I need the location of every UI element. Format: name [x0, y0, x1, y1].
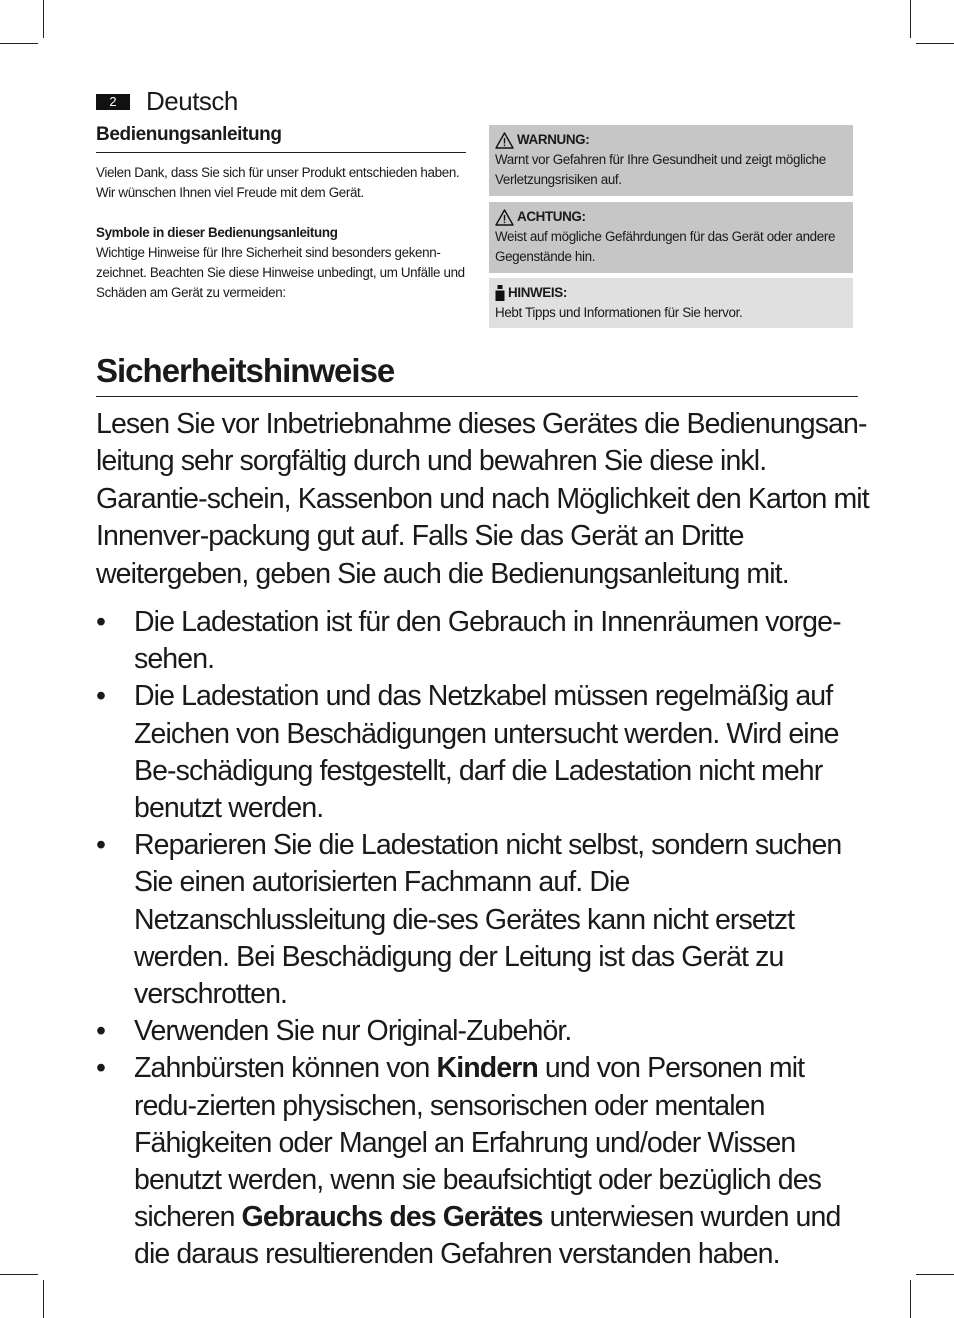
bullet: • [96, 680, 106, 713]
bullet: • [96, 1052, 106, 1085]
text-run: Zahnbürsten können von [134, 1052, 437, 1085]
list-item-text: Die Ladestation und das Netzkabel müssen regelmäßig auf Zeichen von Beschädigungen untersucht werden. Wird eine Be-schädigung festgestellt, darf die Ladestation nicht mehr benutzt werden. [134, 680, 839, 825]
section-title: Sicherheitshinweise [96, 352, 858, 397]
safety-list [96, 604, 871, 1274]
caution-text: Weist auf mögliche Gefährdungen für das Gerät oder andere Gegenstände hin. [495, 229, 836, 264]
manual-heading: Bedienungsanleitung [96, 124, 466, 153]
warning-text: Warnt vor Gefahren für Ihre Gesundheit und zeigt mögliche Verletzungsrisiken auf. [495, 152, 826, 187]
language-label: Deutsch [146, 86, 238, 116]
text-run: und von Personen mit redu-zierten physischen, sensorischen oder mentalen Fähigkeiten oder Mangel an Erfahrung und/oder Wissen benutzt werden, wenn sie beaufsichtigt oder bezüglich des sicheren [134, 1052, 822, 1234]
crop-mark [910, 0, 911, 38]
bullet: • [96, 1015, 106, 1048]
list-item-text [134, 1052, 840, 1270]
intro-text: Vielen Dank, dass Sie sich für unser Produkt entschieden haben. Wir wünschen Ihnen viel Freude mit dem Gerät. [96, 165, 460, 200]
list-item-text: Verwenden Sie nur Original-Zubehör. [134, 1015, 572, 1048]
crop-mark [43, 1280, 44, 1318]
warning-title: WARNUNG: [517, 132, 590, 147]
lead-paragraph: Lesen Sie vor Inbetriebnahme dieses Gerätes die Bedienungsan-leitung sehr sorgfältig durch und bewahren Sie diese inkl. Garantie-schein, Kassenbon und nach Möglichkeit den Karton mit Innenver-packung gut auf. Falls Sie das Gerät an Dritte weitergeben, geben Sie auch die Bedienungsanleitung mit. [96, 408, 869, 590]
caution-box [489, 202, 853, 273]
crop-mark [0, 43, 38, 44]
list-item [96, 1013, 871, 1050]
page-number: 2 [96, 94, 130, 110]
warning-triangle-icon [495, 132, 514, 149]
list-item [96, 827, 871, 1013]
warning-triangle-icon [495, 209, 514, 226]
list-item [96, 604, 871, 678]
list-item-text: Reparieren Sie die Ladestation nicht selbst, sondern suchen Sie einen autorisierten Fachmann auf. Die Netzanschlussleitung die-ses Gerätes kann nicht ersetzt werden. Bei Beschädigung der Leitung ist das Gerät zu verschrotten. [134, 829, 842, 1011]
caution-title: ACHTUNG: [517, 209, 586, 224]
crop-mark [916, 1274, 954, 1275]
note-text: Hebt Tipps und Informationen für Sie hervor. [495, 305, 743, 320]
bullet: • [96, 606, 106, 638]
note-box [489, 278, 853, 328]
text-run: unterwiesen wurden und die daraus resultierenden Gefahren verstanden haben. [134, 1201, 841, 1271]
list-item [96, 678, 871, 827]
symbols-text: Wichtige Hinweise für Ihre Sicherheit sind besonders gekenn-zeichnet. Beachten Sie diese Hinweise unbedingt, um Unfälle und Schäden am Gerät zu vermeiden: [96, 245, 465, 300]
bold-text: Gebrauchs des Gerätes [241, 1201, 543, 1234]
warning-box [489, 125, 853, 196]
manual-intro-column [96, 124, 466, 303]
symbols-heading: Symbole in dieser Bedienungsanleitung [96, 225, 338, 240]
list-item-text: Die Ladestation ist für den Gebrauch in Innenräumen vorge-sehen. [134, 606, 841, 676]
crop-mark [0, 1274, 38, 1275]
bullet: • [96, 829, 106, 862]
bold-text: Kindern [436, 1052, 538, 1085]
crop-mark [910, 1280, 911, 1318]
list-item [96, 1050, 871, 1273]
note-title: HINWEIS: [508, 285, 567, 300]
crop-mark [43, 0, 44, 38]
crop-mark [916, 43, 954, 44]
info-icon [495, 285, 505, 301]
